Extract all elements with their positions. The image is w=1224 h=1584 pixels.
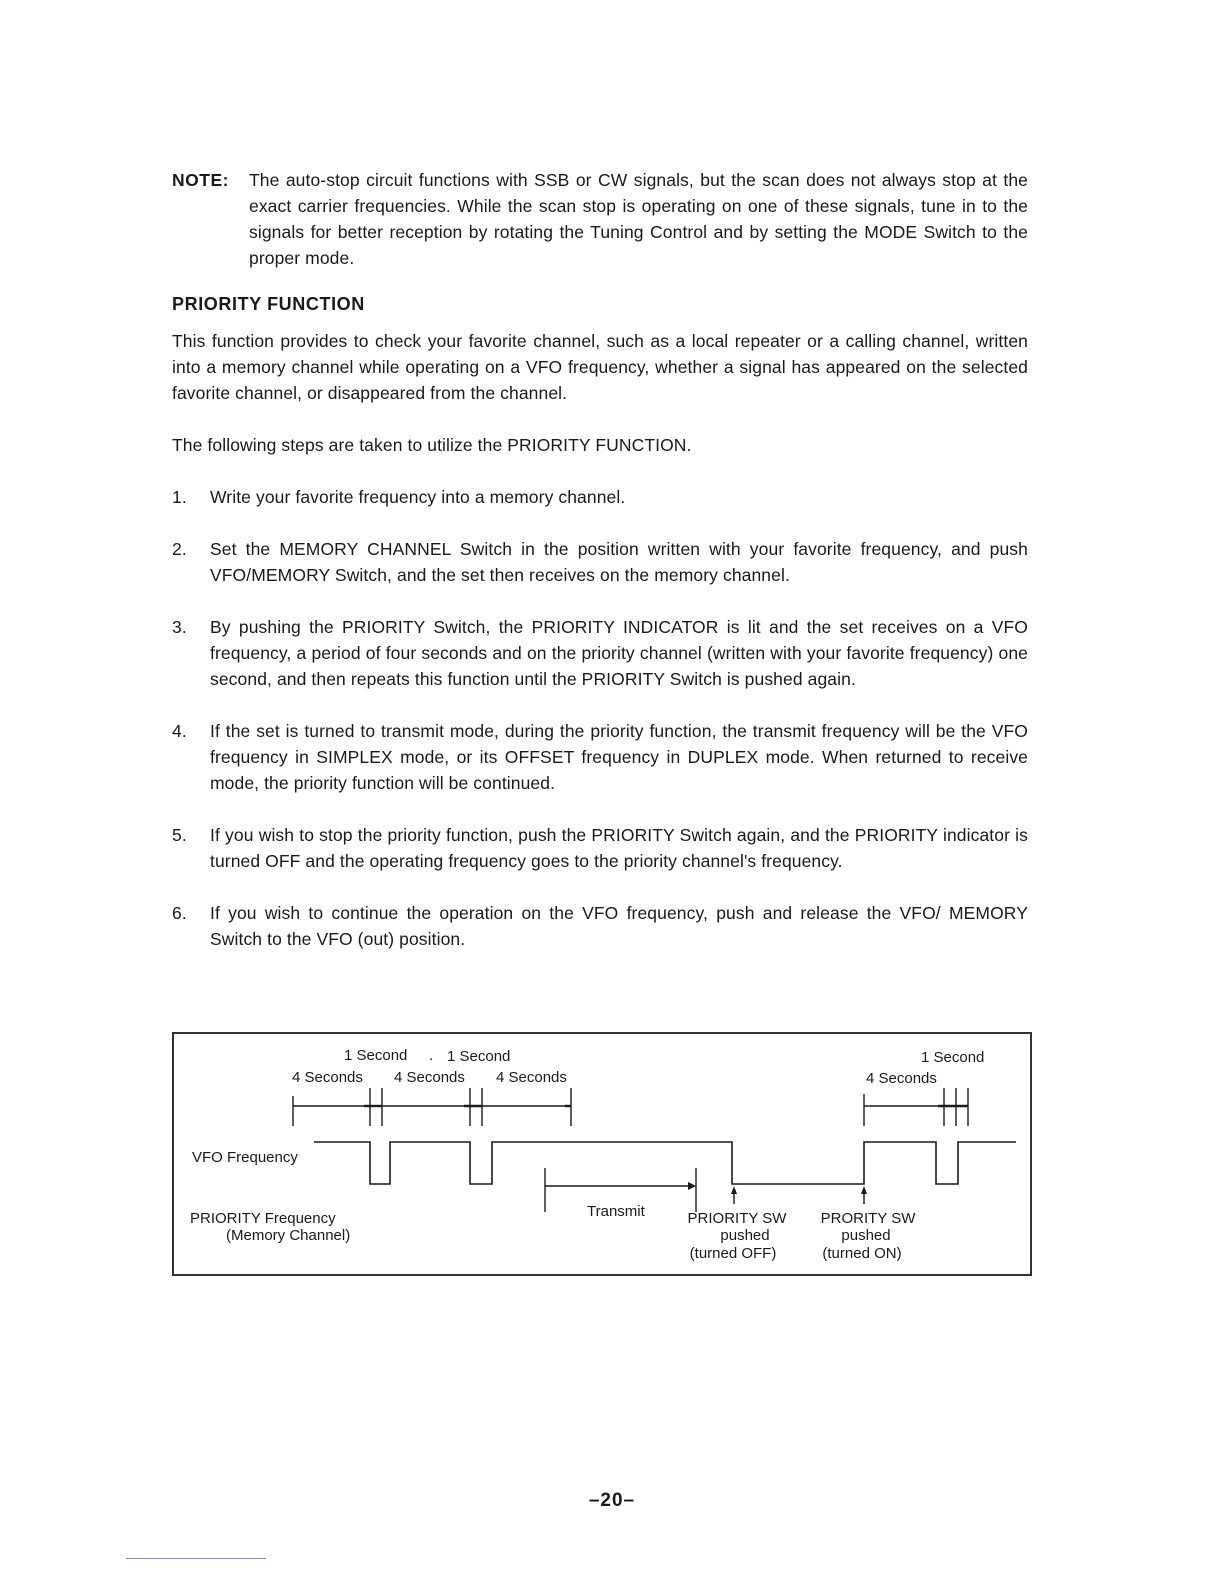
label-4-seconds-b: 4 Seconds — [394, 1069, 465, 1086]
steps-intro: The following steps are taken to utilize the PRIORITY FUNCTION. — [172, 435, 692, 455]
section-intro: This function provides to check your favorite channel, such as a local repeater or a calling channel, written into a memory channel while operating on a VFO frequency, whether a signal has appeared on the selected favorite channel, or disappeared from the channel. — [172, 331, 1028, 403]
memory-channel-label: (Memory Channel) — [226, 1227, 351, 1244]
priority-frequency-label: PRIORITY Frequency — [190, 1210, 336, 1227]
switch-arrows — [731, 1186, 867, 1204]
label-1-second-a: 1 Second — [344, 1047, 408, 1064]
step-text: If you wish to continue the operation on the VFO frequency, push and release the VFO/ MEMORY Switch to the VFO (out) position. — [210, 903, 1028, 949]
step-number: 6. — [172, 903, 187, 923]
step-number: 5. — [172, 825, 187, 845]
step-item — [172, 718, 1028, 796]
timing-diagram-svg — [174, 1034, 1030, 1274]
step-number: 2. — [172, 539, 187, 559]
label-4-seconds-d: 4 Seconds — [866, 1070, 937, 1087]
step-text: If you wish to stop the priority function, push the PRIORITY Switch again, and the PRIORITY indicator is turned OFF and the operating frequency goes to the priority channel's frequency. — [210, 825, 1028, 871]
step-item — [172, 484, 1028, 510]
label-4-seconds-a: 4 Seconds — [292, 1069, 363, 1086]
dimension-markers-left — [293, 1088, 571, 1126]
step-item — [172, 900, 1028, 952]
step-number: 4. — [172, 721, 187, 741]
note-label: NOTE: — [172, 170, 229, 190]
transmit-label: Transmit — [587, 1203, 645, 1220]
dimension-markers-right — [864, 1088, 968, 1126]
step-text: If the set is turned to transmit mode, during the priority function, the transmit frequency will be the VFO frequency in SIMPLEX mode, or its OFFSET frequency in DUPLEX mode. When returned to receive mode, the priority function will be continued. — [210, 721, 1028, 793]
sw-off-label-line1: PRIORITY SW — [687, 1210, 787, 1227]
sw-on-label-line1: PRORITY SW — [820, 1210, 916, 1227]
label-1-second-b: 1 Second — [447, 1048, 511, 1065]
steps-list — [172, 484, 1028, 978]
step-item — [172, 536, 1028, 588]
note-block — [172, 167, 1028, 271]
step-text: By pushing the PRIORITY Switch, the PRIORITY INDICATOR is lit and the set receives on a VFO frequency, a period of four seconds and on the priority channel (written with your favorite frequency) one second, and then repeats this function until the PRIORITY Switch is pushed again. — [210, 617, 1028, 689]
vfo-frequency-label: VFO Frequency — [192, 1149, 298, 1166]
note-text: The auto-stop circuit functions with SSB or CW signals, but the scan does not always stop at the exact carrier frequencies. While the scan stop is operating on one of these signals, tune in to the signals for better reception by rotating the Tuning Control and by setting the MODE Switch to the proper mode. — [249, 170, 1028, 268]
label-4-seconds-c: 4 Seconds — [496, 1069, 567, 1086]
vfo-waveform — [314, 1142, 1016, 1184]
section-heading: PRIORITY FUNCTION — [172, 294, 365, 314]
sw-off-label-line3: (turned OFF) — [689, 1245, 777, 1262]
step-number: 3. — [172, 617, 187, 637]
label-1-second-c: 1 Second — [921, 1049, 985, 1066]
timing-diagram — [172, 1032, 1032, 1276]
sw-off-label-line2: pushed — [720, 1227, 770, 1244]
step-item — [172, 614, 1028, 692]
step-item — [172, 822, 1028, 874]
step-text: Set the MEMORY CHANNEL Switch in the position written with your favorite frequency, and push VFO/MEMORY Switch, and the set then receives on the memory channel. — [210, 539, 1028, 585]
page-number: –20– — [588, 1490, 636, 1511]
sw-on-label-line2: pushed — [841, 1227, 891, 1244]
sw-on-label-line3: (turned ON) — [822, 1245, 902, 1262]
step-text: Write your favorite frequency into a memory channel. — [210, 487, 626, 507]
dot-mark: . — [429, 1047, 434, 1064]
step-number: 1. — [172, 487, 187, 507]
bottom-rule — [126, 1558, 266, 1559]
